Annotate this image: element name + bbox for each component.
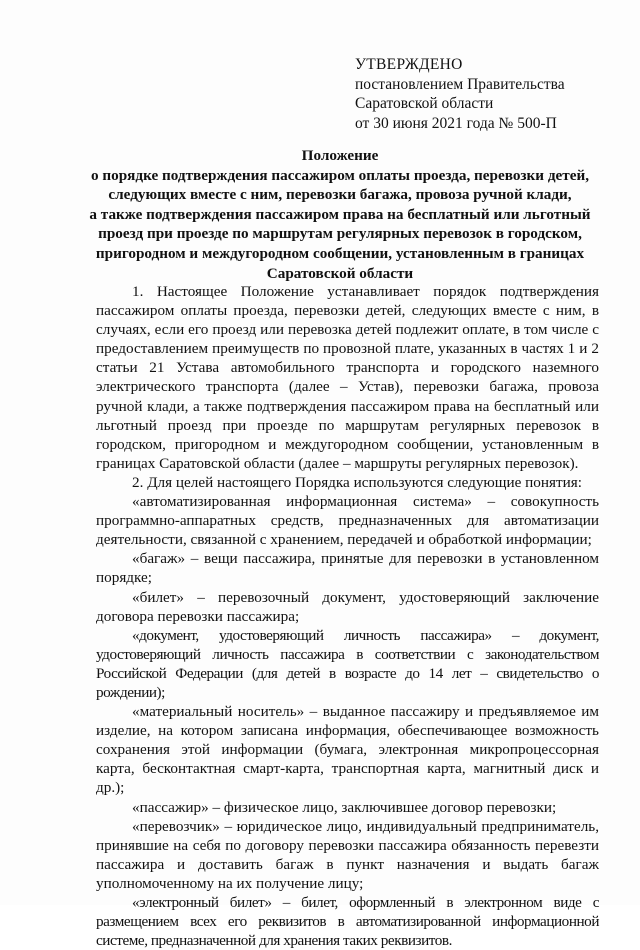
definition-baggage: «багаж» – вещи пассажира, принятые для перевозки в установленном порядке; (96, 550, 599, 587)
approval-stamp (355, 55, 565, 133)
definition-identity-document: «документ, удостоверяющий личность пассажира» – документ, удостоверяющий личность пассажира в соответствии с законодательством Российской Федерации (для детей в возрасте до 14 лет – свидетельство о рождении); (96, 626, 599, 701)
approval-heading: УТВЕРЖДЕНО (355, 56, 463, 73)
title-line: пригородном и междугородном сообщении, установленным в границах (95, 244, 585, 262)
definition-material-carrier: «материальный носитель» – выданное пассажиру и предъявляемое им изделие, на котором записана информация, обеспечивающее возможность сохранения этой информации (бумага, электронная микропроцессорная карта, бесконтактная смарт-карта, транспортная карта, магнитный диск и др.); (96, 703, 599, 797)
title-line: а также подтверждения пассажиром права на бесплатный или льготный (89, 205, 591, 223)
definition-ticket: «билет» – перевозочный документ, удостоверяющий заключение договора перевозки пассажира; (96, 588, 599, 625)
title-line: Положение (301, 147, 379, 164)
title-line: следующих вместе с ним, перевозки багажа, провоза ручной клади, (108, 186, 572, 204)
definition-passenger: «пассажир» – физическое лицо, заключившее договор перевозки; (132, 798, 557, 816)
definition-ais: «автоматизированная информационная система» – совокупность программно-аппаратных средств, предназначенных для автоматизации деятельности, связанной с хранением, передачей и обработкой информации; (96, 493, 599, 549)
definition-electronic-ticket: «электронный билет» – билет, оформленный в электронном виде с размещением всех его реквизитов в автоматизированной информационной системе, предназначенной для хранения таких реквизитов. (96, 894, 599, 950)
document-title (60, 146, 620, 283)
paragraph-1: 1. Настоящее Положение устанавливает порядок подтверждения пассажиром оплаты проезда, перевозки детей, следующих вместе с ним, в случаях, если его проезд или перевозка детей подлежит оплате, в том числе с предоставлением преимуществ по провозной плате, указанных в частях 1 и 2 статьи 21 Устава автомобильного транспорта и городского наземного электрического транспорта (далее – Устав), перевозки багажа, провоза ручной клади, а также подтверждения пассажиром права на бесплатный или льготный проезд при проезде по маршрутам регулярных перевозок в городском, пригородном и междугородном сообщении, установленным в границах Саратовской области (далее – маршруты регулярных перевозок). (96, 283, 599, 472)
title-line: о порядке подтверждения пассажиром оплаты проезда, перевозки детей, (91, 166, 589, 184)
title-line: Саратовской области (266, 264, 414, 282)
approval-date-number: от 30 июня 2021 года № 500-П (355, 114, 557, 132)
document-body (96, 282, 599, 950)
paragraph-2: 2. Для целей настоящего Порядка используются следующие понятия: (132, 473, 582, 491)
approval-authority: постановлением Правительства (355, 75, 565, 93)
title-line: проезд при проезде по маршрутам регулярных перевозок в городском, (98, 225, 582, 243)
definition-carrier: «перевозчик» – юридическое лицо, индивидуальный предприниматель, принявшие на себя по договору перевозки пассажира обязанность перевезти пассажира и доставить багаж в пункт назначения и выдать багаж уполномоченному на их получение лицу; (96, 817, 599, 892)
approval-region: Саратовской области (355, 95, 494, 112)
